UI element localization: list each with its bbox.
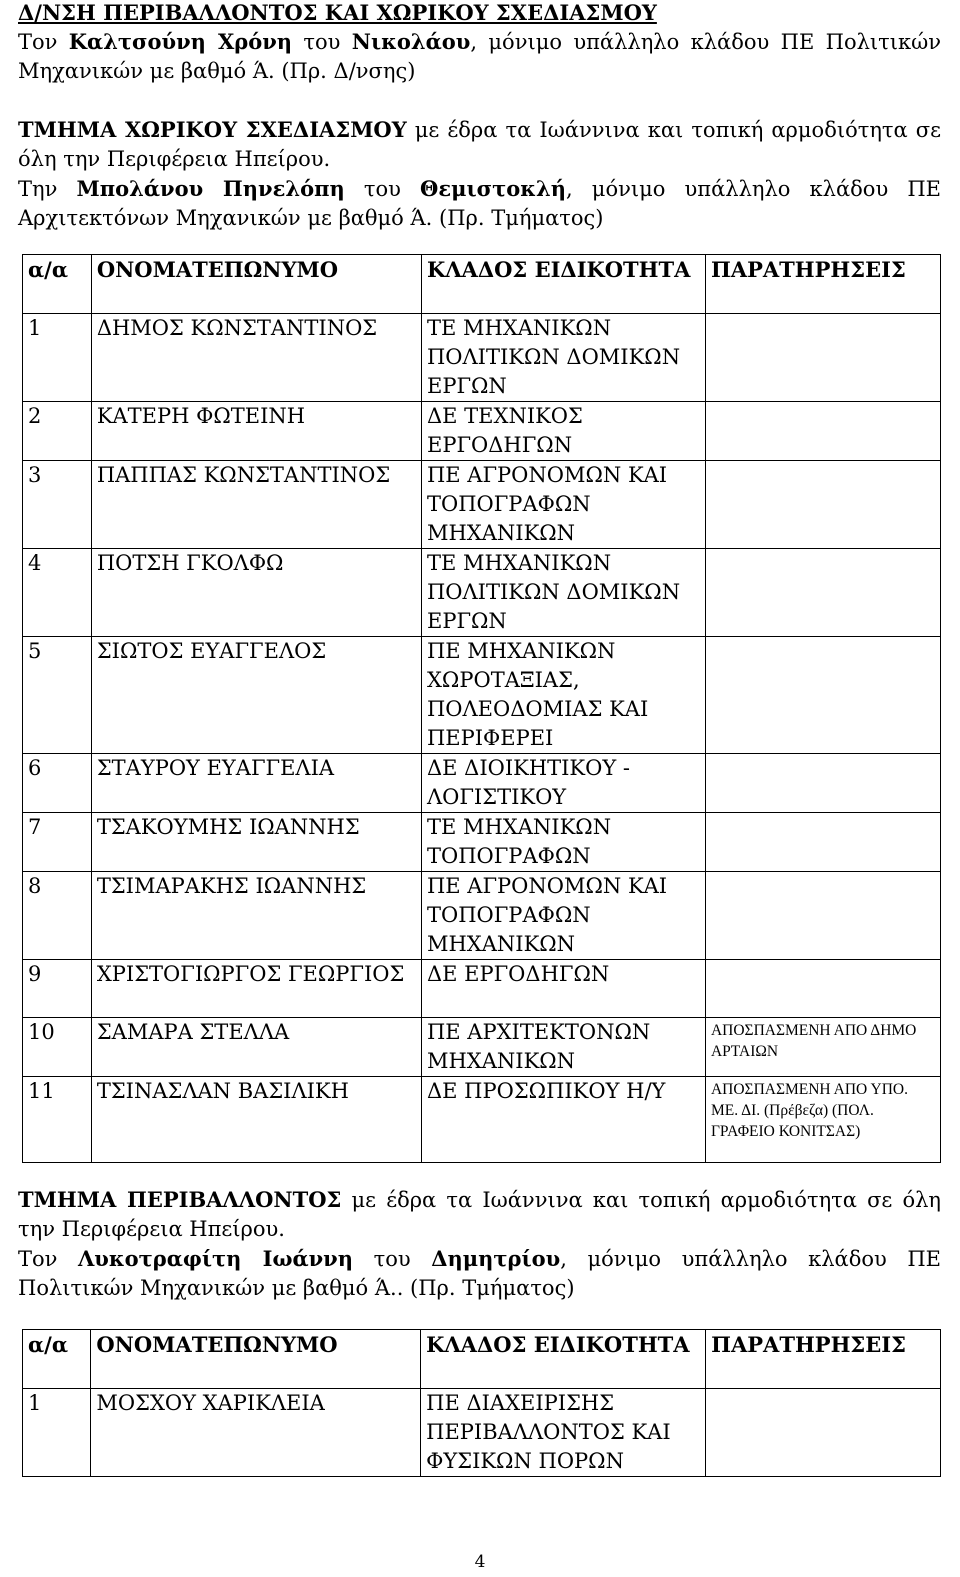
environment-section — [18, 1185, 941, 1303]
header-aa: α/α — [23, 1330, 91, 1389]
spatial-dept-paragraph: ΤΜΗΜΑ ΧΩΡΙΚΟΥ ΣΧΕΔΙΑΣΜΟΥ με έδρα τα Ιωάννινα και τοπική αρμοδιότητα σε όλη την Περιφέρεια Ηπείρου. — [18, 117, 941, 171]
table-row: 11 ΤΣΙΝΑΣΛΑΝ ΒΑΣΙΛΙΚΗ ΔΕ ΠΡΟΣΩΠΙΚΟΥ Η/Υ ΑΠΟΣΠΑΣΜΕΝΗ ΑΠΟ ΥΠΟ. ΜΕ. ΔΙ. (Πρέβεζα) (ΠΟΛ. ΓΡΑΦΕΙΟ ΚΟΝΙΤΣΑΣ) — [23, 1077, 941, 1163]
header-remarks: ΠΑΡΑΤΗΡΗΣΕΙΣ — [706, 1330, 941, 1389]
table-row: 3 ΠΑΠΠΑΣ ΚΩΝΣΤΑΝΤΙΝΟΣ ΠΕ ΑΓΡΟΝΟΜΩΝ ΚΑΙ ΤΟΠΟΓΡΑΦΩΝ ΜΗΧΑΝΙΚΩΝ — [23, 461, 941, 549]
header-name: ΟΝΟΜΑΤΕΠΩΝΥΜΟ — [91, 255, 421, 314]
environment-head-paragraph: Τον Λυκοτραφίτη Ιωάννη του Δημητρίου, μόνιμο υπάλληλο κλάδου ΠΕ Πολιτικών Μηχανικών με βαθμό Ά.. (Πρ. Τμήματος) — [18, 1246, 941, 1300]
table-row: 4 ΠΟΤΣΗ ΓΚΟΛΦΩ ΤΕ ΜΗΧΑΝΙΚΩΝ ΠΟΛΙΤΙΚΩΝ ΔΟΜΙΚΩΝ ΕΡΓΩΝ — [23, 549, 941, 637]
table-row: 8 ΤΣΙΜΑΡΑΚΗΣ ΙΩΑΝΝΗΣ ΠΕ ΑΓΡΟΝΟΜΩΝ ΚΑΙ ΤΟΠΟΓΡΑΦΩΝ ΜΗΧΑΝΙΚΩΝ — [23, 872, 941, 960]
table-row: 2 ΚΑΤΕΡΗ ΦΩΤΕΙΝΗ ΔΕ ΤΕΧΝΙΚΟΣ ΕΡΓΟΔΗΓΩΝ — [23, 402, 941, 461]
header-remarks: ΠΑΡΑΤΗΡΗΣΕΙΣ — [705, 255, 940, 314]
environment-dept-paragraph: ΤΜΗΜΑ ΠΕΡΙΒΑΛΛΟΝΤΟΣ με έδρα τα Ιωάννινα και τοπική αρμοδιότητα σε όλη την Περιφέρεια Ηπείρου. — [18, 1187, 941, 1241]
table-row: 1 ΔΗΜΟΣ ΚΩΝΣΤΑΝΤΙΝΟΣ ΤΕ ΜΗΧΑΝΙΚΩΝ ΠΟΛΙΤΙΚΩΝ ΔΟΜΙΚΩΝ ΕΡΓΩΝ — [23, 314, 941, 402]
table-header-row — [23, 1330, 941, 1389]
table-row: 10 ΣΑΜΑΡΑ ΣΤΕΛΛΑ ΠΕ ΑΡΧΙΤΕΚΤΟΝΩΝ ΜΗΧΑΝΙΚΩΝ ΑΠΟΣΠΑΣΜΕΝΗ ΑΠΟ ΔΗΜΟ ΑΡΤΑΙΩΝ — [23, 1018, 941, 1077]
table-row: 7 ΤΣΑΚΟΥΜΗΣ ΙΩΑΝΝΗΣ ΤΕ ΜΗΧΑΝΙΚΩΝ ΤΟΠΟΓΡΑΦΩΝ — [23, 813, 941, 872]
page-number: 4 — [474, 1552, 486, 1572]
staff-table-spatial — [22, 254, 941, 1163]
section-heading: Δ/ΝΣΗ ΠΕΡΙΒΑΛΛΟΝΤΟΣ ΚΑΙ ΧΩΡΙΚΟΥ ΣΧΕΔΙΑΣΜΟΥ — [18, 0, 657, 25]
header-branch: ΚΛΑΔΟΣ ΕΙΔΙΚΟΤΗΤΑ — [421, 255, 705, 314]
header-aa: α/α — [23, 255, 92, 314]
table-row: 6 ΣΤΑΥΡΟΥ ΕΥΑΓΓΕΛΙΑ ΔΕ ΔΙΟΙΚΗΤΙΚΟΥ - ΛΟΓΙΣΤΙΚΟΥ — [23, 754, 941, 813]
table-row: 1 ΜΟΣΧΟΥ ΧΑΡΙΚΛΕΙΑ ΠΕ ΔΙΑΧΕΙΡΙΣΗΣ ΠΕΡΙΒΑΛΛΟΝΤΟΣ ΚΑΙ ΦΥΣΙΚΩΝ ΠΟΡΩΝ — [23, 1389, 941, 1477]
intro-block — [18, 0, 941, 233]
header-name: ΟΝΟΜΑΤΕΠΩΝΥΜΟ — [91, 1330, 421, 1389]
table-header-row — [23, 255, 941, 314]
staff-table-environment — [22, 1329, 941, 1477]
table-row: 5 ΣΙΩΤΟΣ ΕΥΑΓΓΕΛΟΣ ΠΕ ΜΗΧΑΝΙΚΩΝ ΧΩΡΟΤΑΞΙΑΣ, ΠΟΛΕΟΔΟΜΙΑΣ ΚΑΙ ΠΕΡΙΦΕΡΕΙ — [23, 637, 941, 754]
dept-head-paragraph: Την Μπολάνου Πηνελόπη του Θεμιστοκλή, μόνιμο υπάλληλο κλάδου ΠΕ Αρχιτεκτόνων Μηχανικών με βαθμό Ά. (Πρ. Τμήματος) — [18, 176, 941, 230]
director-paragraph: Τον Καλτσούνη Χρόνη του Νικολάου, μόνιμο υπάλληλο κλάδου ΠΕ Πολιτικών Μηχανικών με βαθμό Ά. (Πρ. Δ/νσης) — [18, 29, 941, 83]
header-branch: ΚΛΑΔΟΣ ΕΙΔΙΚΟΤΗΤΑ — [421, 1330, 706, 1389]
table-row: 9 ΧΡΙΣΤΟΓΙΩΡΓΟΣ ΓΕΩΡΓΙΟΣ ΔΕ ΕΡΓΟΔΗΓΩΝ — [23, 960, 941, 1018]
